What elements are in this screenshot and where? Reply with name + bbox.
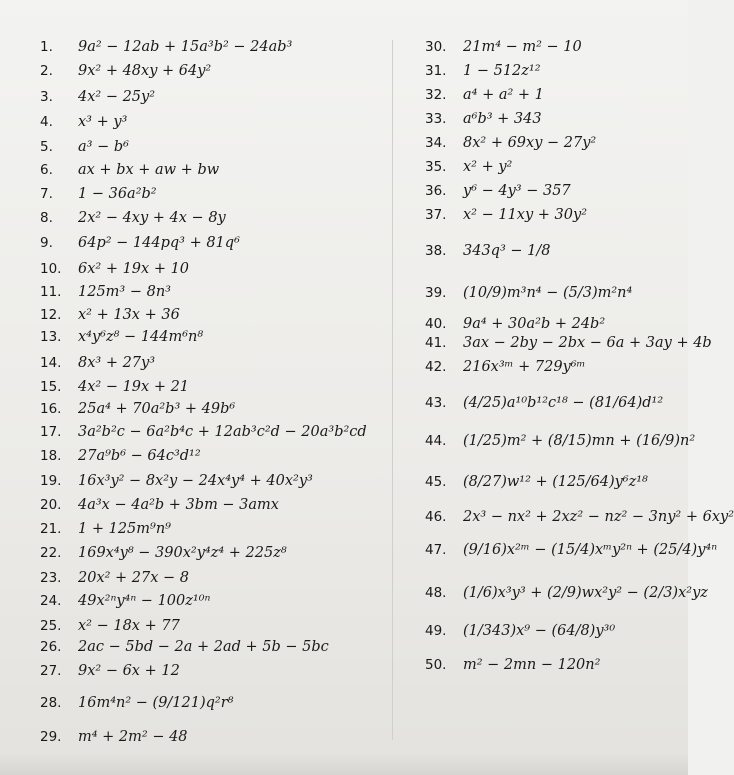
problem-number: 35.	[425, 159, 447, 175]
problem-expression: 9a² − 12ab + 15a³b² − 24ab³	[78, 39, 293, 55]
problem-number: 37.	[425, 207, 447, 223]
problem-expression: 2x² − 4xy + 4x − 8y	[78, 210, 226, 226]
problem-item	[425, 242, 550, 260]
problem-expression: a⁶b³ + 343	[463, 111, 542, 127]
problem-expression: 125m³ − 8n³	[78, 284, 171, 300]
problem-expression: (9/16)x²ᵐ − (15/4)xᵐy²ⁿ + (25/4)y⁴ⁿ	[463, 542, 718, 558]
problem-item	[425, 584, 708, 602]
problem-item	[40, 447, 201, 465]
problem-item	[40, 694, 233, 712]
problem-number: 26.	[40, 639, 62, 655]
problem-item	[40, 569, 189, 587]
problem-number: 40.	[425, 316, 447, 332]
problem-number: 13.	[40, 329, 62, 345]
problem-number: 49.	[425, 623, 447, 639]
problem-number: 41.	[425, 335, 447, 351]
problem-item	[40, 306, 180, 324]
problem-expression: 4x² − 25y²	[78, 89, 156, 105]
problem-item	[425, 334, 712, 352]
problem-expression: 16x³y² − 8x²y − 24x⁴y⁴ + 40x²y³	[78, 473, 313, 489]
problem-number: 47.	[425, 542, 447, 558]
problem-item	[40, 662, 180, 680]
problem-number: 6.	[40, 162, 53, 178]
problem-expression: ax + bx + aw + bw	[78, 162, 220, 178]
problem-number: 23.	[40, 570, 62, 586]
problem-expression: (8/27)w¹² + (125/64)y⁶z¹⁸	[463, 474, 648, 490]
problem-item	[425, 508, 734, 526]
problem-expression: 1 − 512z¹²	[463, 63, 541, 79]
problem-item	[40, 234, 240, 252]
problem-number: 21.	[40, 521, 62, 537]
problem-item	[40, 38, 292, 56]
problem-expression: x² − 11xy + 30y²	[463, 207, 588, 223]
problem-item	[40, 496, 279, 514]
problem-number: 11.	[40, 284, 62, 300]
problem-number: 7.	[40, 186, 53, 202]
problem-number: 3.	[40, 89, 53, 105]
problem-expression: 8x³ + 27y³	[78, 355, 156, 371]
problem-item	[40, 423, 367, 441]
problem-expression: 216x³ᵐ + 729y⁶ᵐ	[463, 359, 586, 375]
problem-expression: m⁴ + 2m² − 48	[78, 729, 188, 745]
problem-item	[40, 354, 155, 372]
problem-expression: 49x²ⁿy⁴ⁿ − 100z¹⁰ⁿ	[78, 593, 211, 609]
problem-number: 18.	[40, 448, 62, 464]
problem-item	[425, 158, 512, 176]
problem-expression: 64p² − 144pq³ + 81q⁶	[78, 235, 240, 251]
problem-number: 48.	[425, 585, 447, 601]
problem-number: 30.	[425, 39, 447, 55]
problem-item	[40, 378, 189, 396]
problem-expression: a³ − b⁶	[78, 139, 129, 155]
problem-number: 31.	[425, 63, 447, 79]
problem-expression: 20x² + 27x − 8	[78, 570, 190, 586]
problem-expression: 21m⁴ − m² − 10	[463, 39, 582, 55]
problem-item	[40, 161, 219, 179]
problem-expression: x³ + y³	[78, 114, 128, 130]
problem-item	[40, 113, 127, 131]
problem-item	[40, 62, 211, 80]
problem-number: 9.	[40, 235, 53, 251]
problem-item	[40, 283, 171, 301]
problem-item	[40, 209, 226, 227]
problem-item	[40, 260, 189, 278]
problem-number: 19.	[40, 473, 62, 489]
problem-expression: 9x² − 6x + 12	[78, 663, 180, 679]
problem-item	[425, 315, 605, 333]
problem-number: 1.	[40, 39, 53, 55]
problem-expression: 9x² + 48xy + 64y²	[78, 63, 212, 79]
problem-expression: x² + 13x + 36	[78, 307, 180, 323]
problem-expression: 9a⁴ + 30a²b + 24b²	[463, 316, 606, 332]
problem-number: 14.	[40, 355, 62, 371]
problem-expression: 169x⁴y⁸ − 390x²y⁴z⁴ + 225z⁸	[78, 545, 287, 561]
problem-number: 50.	[425, 657, 447, 673]
problem-number: 10.	[40, 261, 62, 277]
column-divider	[392, 40, 393, 740]
problem-expression: 3a²b²c − 6a²b⁴c + 12ab³c²d − 20a³b²cd	[78, 424, 367, 440]
problem-expression: (4/25)a¹⁰b¹²c¹⁸ − (81/64)d¹²	[463, 395, 664, 411]
problem-expression: y⁶ − 4y³ − 357	[463, 183, 571, 199]
problem-item	[40, 728, 188, 746]
problem-expression: (1/25)m² + (8/15)mn + (16/9)n²	[463, 433, 696, 449]
problem-expression: 3ax − 2by − 2bx − 6a + 3ay + 4b	[463, 335, 712, 351]
problem-expression: 8x² + 69xy − 27y²	[463, 135, 597, 151]
problem-number: 12.	[40, 307, 62, 323]
problem-number: 17.	[40, 424, 62, 440]
problem-item	[425, 394, 663, 412]
problem-item	[425, 86, 544, 104]
problem-item	[425, 358, 586, 376]
problem-item	[425, 62, 541, 80]
problem-number: 33.	[425, 111, 447, 127]
problem-item	[40, 592, 210, 610]
problem-number: 42.	[425, 359, 447, 375]
problem-expression: 27a⁹b⁶ − 64c³d¹²	[78, 448, 201, 464]
problem-expression: (10/9)m³n⁴ − (5/3)m²n⁴	[463, 285, 633, 301]
problem-expression: 4x² − 19x + 21	[78, 379, 190, 395]
problem-number: 22.	[40, 545, 62, 561]
problem-item	[425, 622, 615, 640]
problem-expression: m² − 2mn − 120n²	[463, 657, 601, 673]
page-shadow	[0, 753, 688, 775]
problem-item	[425, 284, 632, 302]
problem-item	[425, 38, 582, 56]
problem-item	[40, 638, 329, 656]
problem-number: 32.	[425, 87, 447, 103]
problem-number: 27.	[40, 663, 62, 679]
problem-number: 24.	[40, 593, 62, 609]
problem-number: 16.	[40, 401, 62, 417]
problem-item	[425, 110, 542, 128]
problem-number: 44.	[425, 433, 447, 449]
problem-expression: x² − 18x + 77	[78, 618, 180, 634]
problem-expression: 343q³ − 1/8	[463, 243, 551, 259]
problem-number: 29.	[40, 729, 62, 745]
problem-item	[40, 88, 155, 106]
problem-number: 39.	[425, 285, 447, 301]
problem-expression: (1/343)x⁹ − (64/8)y³⁰	[463, 623, 616, 639]
problem-expression: x² + y²	[463, 159, 513, 175]
problem-number: 2.	[40, 63, 53, 79]
problem-number: 15.	[40, 379, 62, 395]
problem-item	[425, 656, 600, 674]
problem-item	[40, 185, 157, 203]
problem-expression: a⁴ + a² + 1	[463, 87, 544, 103]
problem-expression: 16m⁴n² − (9/121)q²r⁸	[78, 695, 234, 711]
problem-number: 45.	[425, 474, 447, 490]
problem-number: 38.	[425, 243, 447, 259]
problem-expression: 2x³ − nx² + 2xz² − nz² − 3ny² + 6xy²	[463, 509, 734, 525]
problem-number: 46.	[425, 509, 447, 525]
problem-item	[40, 544, 287, 562]
problem-number: 20.	[40, 497, 62, 513]
problem-item	[425, 432, 695, 450]
problem-item	[40, 520, 171, 538]
problem-number: 5.	[40, 139, 53, 155]
problem-item	[40, 617, 180, 635]
problem-item	[40, 472, 313, 490]
problem-item	[40, 400, 235, 418]
problem-number: 28.	[40, 695, 62, 711]
problem-item	[425, 206, 587, 224]
problem-number: 8.	[40, 210, 53, 226]
problem-expression: 6x² + 19x + 10	[78, 261, 190, 277]
problem-expression: x⁴y⁶z⁸ − 144m⁶n⁸	[78, 329, 204, 345]
problem-number: 43.	[425, 395, 447, 411]
problem-number: 36.	[425, 183, 447, 199]
problem-item	[40, 138, 129, 156]
problem-expression: 1 + 125m⁹n⁹	[78, 521, 171, 537]
problem-expression: 2ac − 5bd − 2a + 2ad + 5b − 5bc	[78, 639, 329, 655]
problem-expression: (1/6)x³y³ + (2/9)wx²y² − (2/3)x²yz	[463, 585, 708, 601]
problem-number: 4.	[40, 114, 53, 130]
problem-expression: 1 − 36a²b²	[78, 186, 157, 202]
problem-item	[40, 328, 203, 346]
problem-expression: 4a³x − 4a²b + 3bm − 3amx	[78, 497, 279, 513]
problem-number: 34.	[425, 135, 447, 151]
problem-item	[425, 541, 717, 559]
problem-item	[425, 182, 571, 200]
problem-expression: 25a⁴ + 70a²b³ + 49b⁶	[78, 401, 236, 417]
problem-item	[425, 134, 596, 152]
problem-item	[425, 473, 648, 491]
problem-number: 25.	[40, 618, 62, 634]
